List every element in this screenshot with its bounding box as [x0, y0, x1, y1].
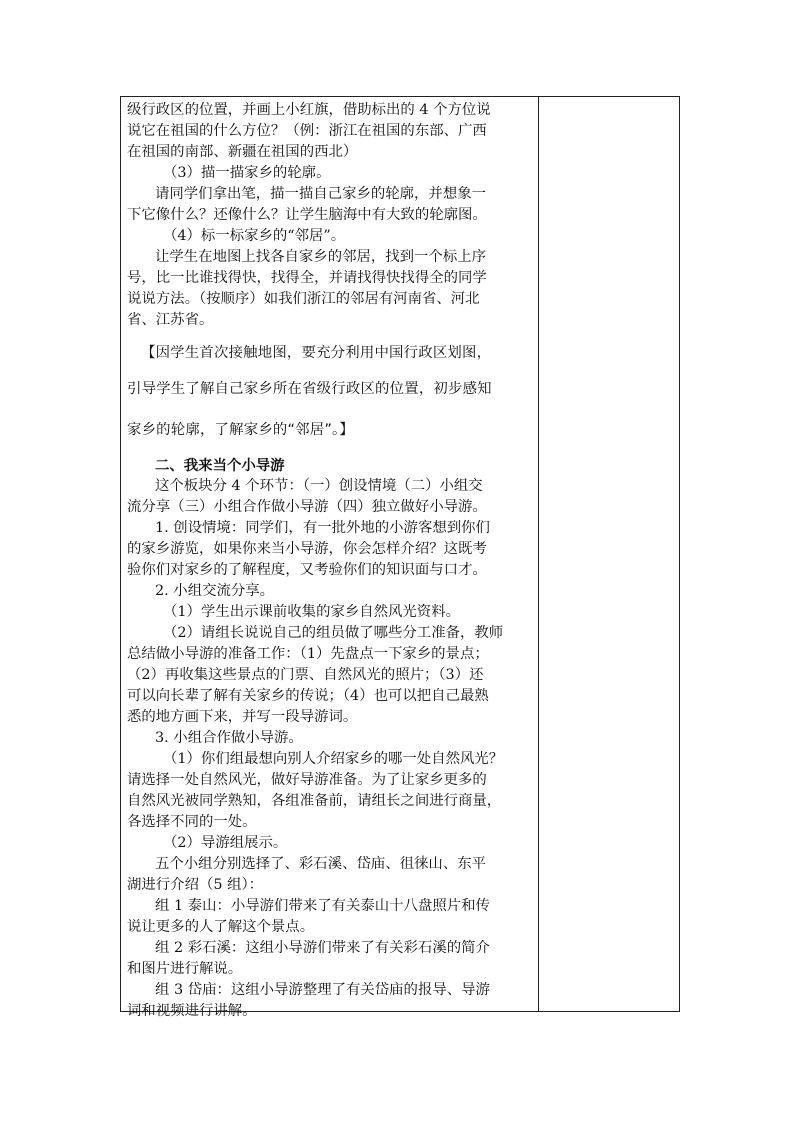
note-line: 【因学生首次接触地图，要充分利用中国行政区划图， — [141, 345, 492, 361]
text-line: （2）导游组展示。 — [163, 835, 288, 851]
note-line: 引导学生了解自己家乡所在省级行政区的位置，初步感知 — [127, 381, 492, 397]
text-line: （2）再收集这些景点的门票、自然风光的照片；（3）还 — [127, 667, 484, 683]
lesson-content — [127, 100, 533, 1022]
text-line: 组 1 泰山：小导游们带来了有关泰山十八盘照片和传 — [155, 898, 490, 914]
text-line: （4）标一标家乡的“邻居”。 — [163, 228, 346, 244]
text-line: （2）请组长说说自己的组员做了哪些分工准备，教师 — [163, 625, 504, 641]
text-line: 请选择一处自然风光，做好导游准备。为了让家乡更多的 — [127, 772, 487, 788]
text-line: （1）你们组最想向别人介绍家乡的哪一处自然风光？ — [163, 751, 504, 767]
text-line: 和图片进行解说。 — [127, 961, 243, 977]
text-line: （1）学生出示课前收集的家乡自然风光资料。 — [163, 604, 460, 620]
text-line: 自然风光被同学熟知，各组准备前，请组长之间进行商量， — [127, 793, 502, 809]
text-line: 湖进行介绍（5 组）： — [127, 877, 264, 893]
text-line: 说说方法。（按顺序）如我们浙江的邻居有河南省、河北 — [127, 291, 480, 307]
text-line: 省、江苏省。 — [127, 312, 214, 328]
text-line: 在祖国的南部、新疆在祖国的西北） — [127, 144, 358, 160]
text-line: 悉的地方画下来，并写一段导游词。 — [127, 709, 358, 725]
text-line: 的家乡游览，如果你来当小导游，你会怎样介绍？这既考 — [127, 541, 487, 557]
text-line: 流分享（三）小组合作做小导游（四）独立做好小导游。 — [127, 499, 487, 515]
text-line: 级行政区的位置，并画上小红旗，借助标出的 4 个方位说 — [127, 102, 491, 118]
table-column-divider — [538, 96, 539, 1012]
text-line: 号，比一比谁找得快，找得全，并请找得快找得全的同学 — [127, 270, 487, 286]
text-line: （3）描一描家乡的轮廓。 — [163, 165, 331, 181]
text-line: 请同学们拿出笔，描一描自己家乡的轮廓，并想象一 — [155, 186, 486, 202]
text-line: 3. 小组合作做小导游。 — [155, 730, 303, 746]
text-line: 让学生在地图上找各自家乡的邻居，找到一个标上序 — [155, 249, 486, 265]
text-line: 2. 小组交流分享。 — [155, 583, 275, 599]
text-line: 这个板块分 4 个环节：（一）创设情境（二）小组交 — [155, 478, 483, 494]
text-line: 组 2 彩石溪：这组小导游们带来了有关彩石溪的简介 — [155, 940, 490, 956]
text-line: 说让更多的人了解这个景点。 — [127, 919, 315, 935]
text-line: 1. 创设情境：同学们，有一批外地的小游客想到你们 — [155, 520, 490, 536]
section-tour-guide — [127, 455, 533, 1022]
design-note — [127, 343, 533, 441]
text-line: 说它在祖国的什么方位？（例：浙江在祖国的东部、广西 — [127, 123, 487, 139]
text-line: 组 3 岱庙：这组小导游整理了有关岱庙的报导、导游 — [155, 982, 490, 998]
text-line: 下它像什么？还像什么？让学生脑海中有大致的轮廓图。 — [127, 207, 487, 223]
text-line: 验你们对家乡的了解程度，又考验你们的知识面与口才。 — [127, 562, 487, 578]
section-heading: 二、我来当个小导游 — [155, 457, 285, 474]
text-line: 可以向长辈了解有关家乡的传说；（4）也可以把自己最熟 — [127, 688, 489, 704]
text-line: 词和视频进行讲解。 — [127, 1003, 257, 1019]
text-line: 总结做小导游的准备工作：（1）先盘点一下家乡的景点； — [127, 646, 489, 662]
text-line: 各选择不同的一处。 — [127, 814, 257, 830]
note-line: 家乡的轮廓，了解家乡的“邻居”。】 — [127, 422, 354, 438]
text-line: 五个小组分别选择了、彩石溪、岱庙、徂徕山、东平 — [155, 856, 486, 872]
